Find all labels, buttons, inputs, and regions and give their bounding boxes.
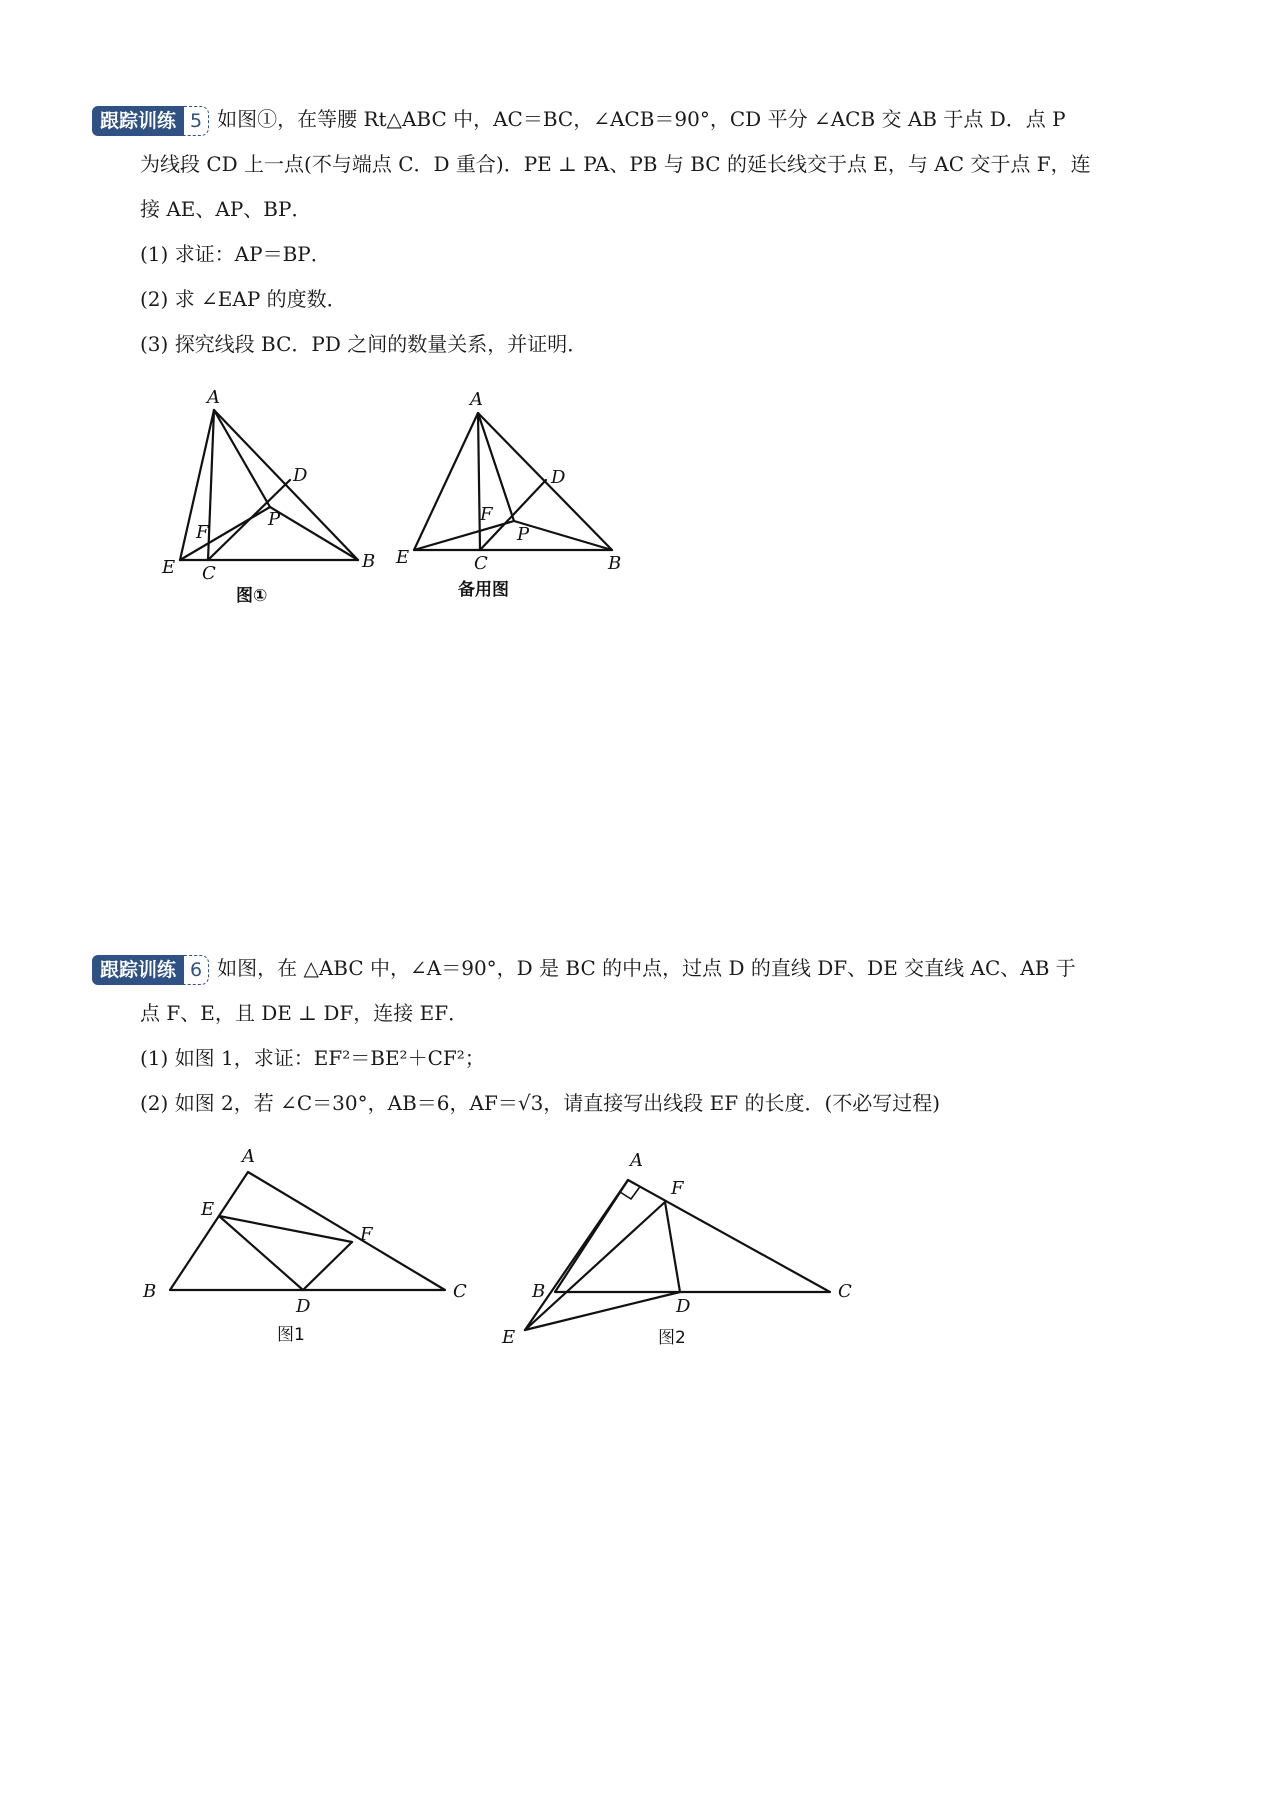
triangle-aeb <box>414 413 612 550</box>
problem-6-number: 6 <box>184 955 209 985</box>
problem-6-badge: 跟踪训练 <box>92 955 184 985</box>
segment-ep <box>180 507 270 560</box>
label-f: F <box>480 504 493 525</box>
label-b: B <box>143 1281 157 1302</box>
problem-5-text-1: 如图①，在等腰 Rt△ABC 中，AC＝BC，∠ACB＝90°，CD 平分 ∠ACB 交 AB 于点 D．点 P <box>217 107 1066 131</box>
segment-ep <box>414 521 514 550</box>
problem-6-figure-1 <box>135 1140 485 1350</box>
label-b: B <box>532 1281 546 1302</box>
problem-6-line-1 <box>92 946 1202 991</box>
label-c: C <box>474 553 488 574</box>
label-b: B <box>608 553 622 574</box>
label-e: E <box>162 557 176 578</box>
label-a: A <box>207 387 220 408</box>
problem-5 <box>92 97 1202 367</box>
label-d: D <box>551 467 566 488</box>
segment-fd <box>665 1202 680 1292</box>
problem-6-question-2: (2) 如图 2，若 ∠C＝30°，AB＝6，AF＝√3，请直接写出线段 EF 的长度．(不必写过程) <box>140 1091 941 1115</box>
label-e: E <box>502 1327 516 1348</box>
triangle-abc <box>170 1172 445 1290</box>
problem-5-badge: 跟踪训练 <box>92 106 184 136</box>
label-c: C <box>453 1281 467 1302</box>
caption: 图2 <box>658 1328 686 1348</box>
label-c: C <box>838 1281 852 1302</box>
segment-ef <box>525 1202 665 1330</box>
segment-ed <box>219 1216 303 1290</box>
label-c: C <box>202 563 216 584</box>
problem-6-figure-2 <box>490 1140 870 1360</box>
label-f: F <box>196 522 209 543</box>
problem-5-figure-1 <box>150 380 390 610</box>
label-f: F <box>360 1224 373 1245</box>
label-a: A <box>242 1146 255 1167</box>
problem-5-text-3: 接 AE、AP、BP． <box>140 197 312 221</box>
problem-5-question-2: (2) 求 ∠EAP 的度数． <box>140 287 347 311</box>
problem-5-figure-2 <box>390 385 650 605</box>
label-d: D <box>296 1296 311 1317</box>
problem-6-text-2: 点 F、E，且 DE ⊥ DF，连接 EF． <box>140 1001 469 1025</box>
problem-6-question-1: (1) 如图 1，求证：EF²＝BE²＋CF²； <box>140 1046 485 1070</box>
label-d: D <box>293 465 308 486</box>
label-a: A <box>630 1150 643 1171</box>
problem-6-text-1: 如图，在 △ABC 中，∠A＝90°，D 是 BC 的中点，过点 D 的直线 DF、DE 交直线 AC、AB 于 <box>217 956 1076 980</box>
label-b: B <box>362 551 376 572</box>
caption: 备用图 <box>458 580 509 600</box>
caption: 图1 <box>277 1325 305 1345</box>
label-f: F <box>671 1178 684 1199</box>
segment-ef <box>219 1216 352 1242</box>
problem-5-line-1 <box>92 97 1202 142</box>
triangle-abc <box>555 1180 830 1292</box>
problem-5-number: 5 <box>184 106 209 136</box>
label-e: E <box>396 547 410 568</box>
label-a: A <box>470 389 483 410</box>
problem-5-question-3: (3) 探究线段 BC．PD 之间的数量关系，并证明． <box>140 332 588 356</box>
problem-5-text-2: 为线段 CD 上一点(不与端点 C．D 重合)．PE ⊥ PA、PB 与 BC 的延长线交于点 E，与 AC 交于点 F，连 <box>140 152 1091 176</box>
label-d: D <box>676 1296 691 1317</box>
problem-6 <box>92 946 1202 1126</box>
label-e: E <box>201 1199 215 1220</box>
caption: 图① <box>236 586 268 606</box>
label-p: P <box>268 509 281 530</box>
problem-5-question-1: (1) 求证：AP＝BP． <box>140 242 331 266</box>
segment-fd <box>303 1242 352 1290</box>
label-p: P <box>517 524 530 545</box>
segment-ac <box>478 413 480 550</box>
